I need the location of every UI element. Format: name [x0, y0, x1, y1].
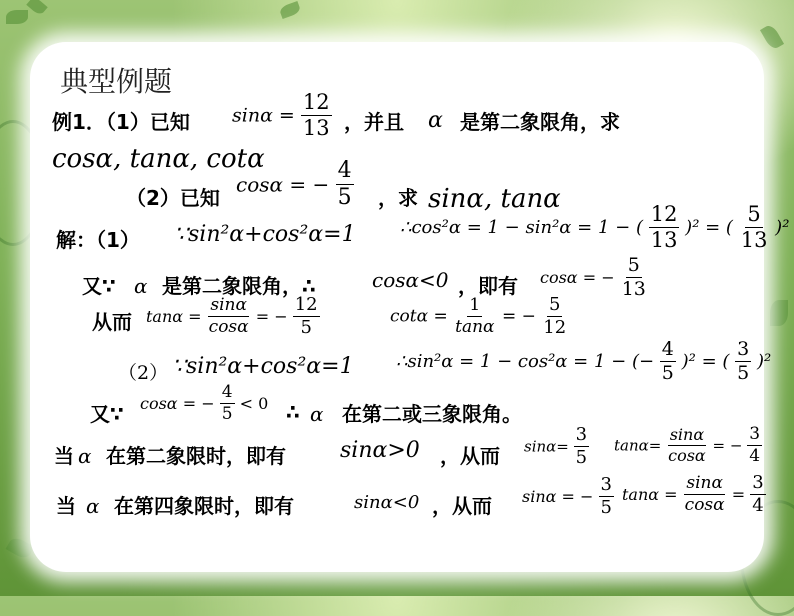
therefore-prefix: 从而	[92, 310, 132, 334]
pythagorean-identity: ∵sin²α+cos²α=1	[174, 222, 356, 247]
case-4-text: 在第四象限时，即有	[114, 494, 294, 518]
case-4-prefix: 当	[56, 494, 76, 518]
case-2-tan-value: tanα= $\frac{\sin\alpha}{\cos\alpha}$ = − $\frac{3}{4}$	[614, 424, 761, 466]
case-2-text: 在第二象限时，即有	[106, 444, 286, 468]
alpha-symbol: α	[78, 444, 92, 468]
example-1-part-1-prefix: 例1．（1）已知	[52, 110, 190, 134]
given-sin-expression: sinα = $\frac{12}{13}$	[232, 90, 330, 140]
tan-value: tanα = $\frac{\sin\alpha}{\cos\alpha}$ = − $\frac{12}{5}$	[146, 294, 318, 338]
cos-value: cosα = − $\frac{5}{13}$	[540, 254, 646, 300]
leaf-decoration	[760, 23, 784, 51]
solution-so-text: ，即有	[458, 274, 518, 298]
leaf-decoration	[770, 300, 788, 326]
leaf-decoration	[26, 0, 48, 16]
case-4-tan-value: tanα = $\frac{\sin\alpha}{\cos\alpha}$ = $\frac{3}{4}$	[622, 472, 764, 516]
solution-quadrant-text: 是第二象限角，∴	[162, 274, 316, 298]
cot-value: cotα = $\frac{1}{\tan\alpha}$ = − $\frac{5}{12}$	[390, 294, 567, 338]
solution-quadrant-prefix: 又∵	[82, 274, 116, 298]
find-sin-tan: sinα, tanα	[428, 184, 561, 214]
example-1-end-text: 是第二象限角，求	[460, 110, 620, 134]
solution-part-2-prefix: （2）	[118, 362, 169, 384]
case-2-sin-value: sinα= $\frac{3}{5}$	[524, 424, 588, 468]
solution-2-quadrant-prefix: 又∵	[90, 402, 124, 426]
alpha-symbol: α	[86, 494, 100, 518]
example-1-part-2-prefix: （2）已知	[126, 186, 220, 210]
cos-squared-derivation: ∴cos²α = 1 − sin²α = 1 − ( $\frac{12}{13}$ )² = ( $\frac{5}{13}$ )²	[400, 202, 790, 252]
therefore-symbol: ∴	[286, 400, 300, 424]
case-4-sin-value: sinα = − $\frac{3}{5}$	[522, 474, 612, 518]
page-title: 典型例题	[60, 65, 173, 98]
cos-negative-value: cosα = − $\frac{4}{5}$ < 0	[140, 382, 269, 424]
find-cos-tan-cot: cosα, tanα, cotα	[52, 144, 265, 174]
leaf-decoration	[279, 1, 302, 19]
cos-negative: cosα<0	[372, 268, 449, 292]
alpha-symbol: α	[428, 108, 443, 133]
case-2-prefix: 当	[54, 444, 74, 468]
sin-positive: sinα>0	[340, 438, 420, 463]
case-2-so-text: ，从而	[440, 444, 500, 468]
pythagorean-identity-2: ∵sin²α+cos²α=1	[172, 354, 354, 379]
case-4-so-text: ，从而	[432, 494, 492, 518]
example-1-mid-text: ，并且	[344, 110, 404, 134]
alpha-symbol: α	[134, 274, 148, 298]
quadrant-conclusion: 在第二或三象限角。	[342, 402, 522, 426]
leaf-decoration	[6, 10, 28, 24]
solution-part-1-prefix: 解：（1）	[56, 228, 140, 252]
sin-squared-derivation: ∴sin²α = 1 − cos²α = 1 − (− $\frac{4}{5}$ )² = ( $\frac{3}{5}$ )²	[396, 338, 772, 384]
example-1-part-2-mid: ，求	[378, 186, 418, 210]
alpha-symbol: α	[310, 402, 324, 426]
given-cos-expression: cosα = − $\frac{4}{5}$	[236, 158, 352, 210]
sin-negative: sinα<0	[354, 492, 420, 513]
